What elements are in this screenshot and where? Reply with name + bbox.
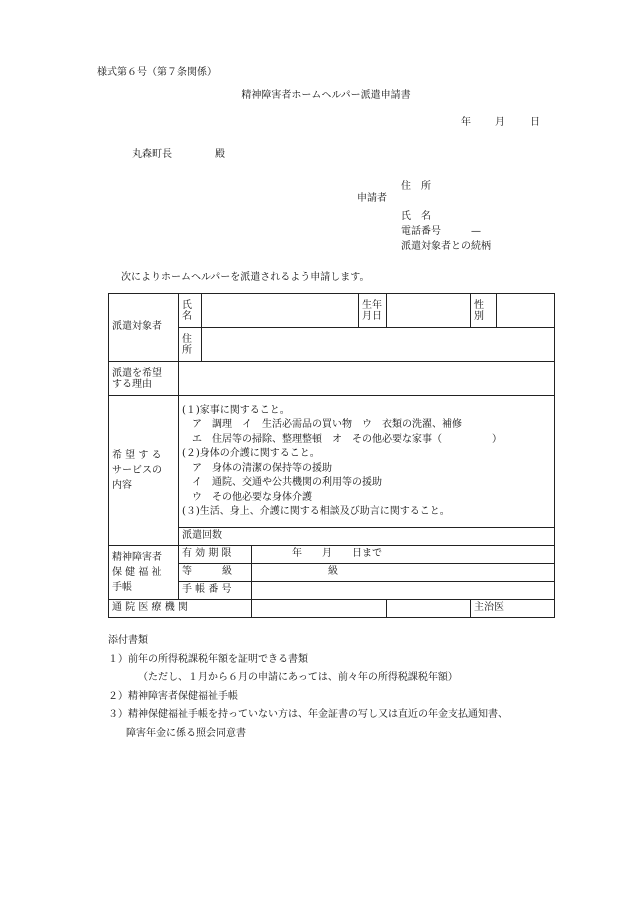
attachment-note: （ただし、１月から６月の申請にあっては、前々年の所得税課税年額）: [138, 672, 458, 683]
applicant-relation-label: 派遣対象者との続柄: [401, 241, 491, 252]
doctor-cell: [471, 600, 555, 618]
attachments: [108, 632, 508, 743]
application-date: [461, 117, 540, 130]
attachments-heading: 添付書類: [108, 635, 148, 646]
birthdate-field[interactable]: [387, 294, 471, 328]
clinic-field[interactable]: [252, 600, 387, 618]
service-item: ア 身体の清潔の保持等の援助: [192, 462, 332, 474]
target-name-row: [109, 294, 555, 328]
service-item: (２)身体の介護に関すること。: [182, 448, 320, 459]
applicant-label: 申請者: [357, 193, 387, 204]
target-name-field[interactable]: [202, 294, 359, 328]
applicant-name-label: 氏 名: [401, 211, 431, 222]
sex-field[interactable]: [497, 294, 555, 328]
clinic-row: [109, 600, 555, 618]
date-day-label: 日: [530, 117, 540, 128]
birthdate-label: 生年 月日: [359, 294, 387, 328]
attachment-item: ３）精神保健福祉手帳を持っていない方は、年金証書の写し又は直近の年金支払通知書、: [108, 709, 508, 720]
clinic-label: 通 院 医 療 機 関: [109, 600, 252, 618]
service-item: イ 通院、交通や公共機関の利用等の援助: [192, 477, 382, 488]
service-list: [179, 396, 555, 528]
form-number: 様式第６号（第７条関係）: [97, 67, 217, 78]
target-address-field[interactable]: [202, 328, 555, 362]
date-year-label: 年: [461, 117, 471, 128]
date-month-label: 月: [495, 117, 505, 128]
service-item: ア 調理 イ 生活必需品の買い物 ウ 衣類の洗濯、補修: [192, 419, 462, 430]
grade-label: 等 級: [179, 564, 252, 582]
service-item: (３)生活、身上、介護に関する相談及び助言に関すること。: [182, 506, 450, 517]
addressee-honorific: 殿: [215, 149, 225, 160]
service-item: ウ その他必要な身体介護: [192, 491, 312, 503]
handbook-label: 精神障害者 保 健 福 祉 手帳: [109, 546, 179, 600]
clinic-field-extra[interactable]: [387, 600, 471, 618]
validity-row: [109, 546, 555, 564]
handbook-no-label: 手 帳 番 号: [179, 582, 252, 600]
validity-label: 有 効 期 限: [179, 546, 252, 564]
reason-label: 派遣を希望 する理由: [109, 362, 179, 396]
page-title: 精神障害者ホームヘルパー派遣申請書: [241, 90, 411, 101]
name-label: 氏 名: [179, 294, 202, 328]
application-table: [108, 293, 555, 618]
service-item: エ 住居等の掃除、整理整頓 オ その他必要な家事（ ）: [192, 433, 502, 445]
reason-row: [109, 362, 555, 396]
applicant-phone-label: 電話番号 —: [401, 226, 481, 237]
service-label: 希 望 す る サービスの 内容: [109, 396, 179, 546]
attachment-item: ２）精神障害者保健福祉手帳: [108, 690, 238, 702]
applicant-fields: [401, 179, 491, 254]
sex-label: 性 別: [471, 294, 497, 328]
attachment-item: １）前年の所得税課税年額を証明できる書類: [108, 653, 308, 665]
doctor-label: 主治医: [474, 602, 504, 614]
addressee-name: 丸森町長: [132, 149, 172, 160]
handbook-no-field[interactable]: [252, 582, 555, 600]
grade-value[interactable]: 級: [252, 564, 555, 582]
attachment-note: 障害年金に係る照会同意書: [126, 727, 246, 739]
dispatch-count-label: 派遣回数: [179, 528, 555, 546]
validity-value[interactable]: 年 月 日まで: [252, 546, 555, 564]
addressee: [132, 149, 225, 162]
intro-text: 次によりホームヘルパーを派遣されるよう申請します。: [121, 272, 370, 283]
service-row: [109, 396, 555, 528]
service-item: (１)家事に関すること。: [182, 404, 290, 416]
reason-field[interactable]: [179, 362, 555, 396]
applicant-address-label: 住 所: [401, 181, 431, 192]
address-label: 住 所: [179, 328, 202, 362]
target-person-label: 派遣対象者: [109, 294, 179, 362]
